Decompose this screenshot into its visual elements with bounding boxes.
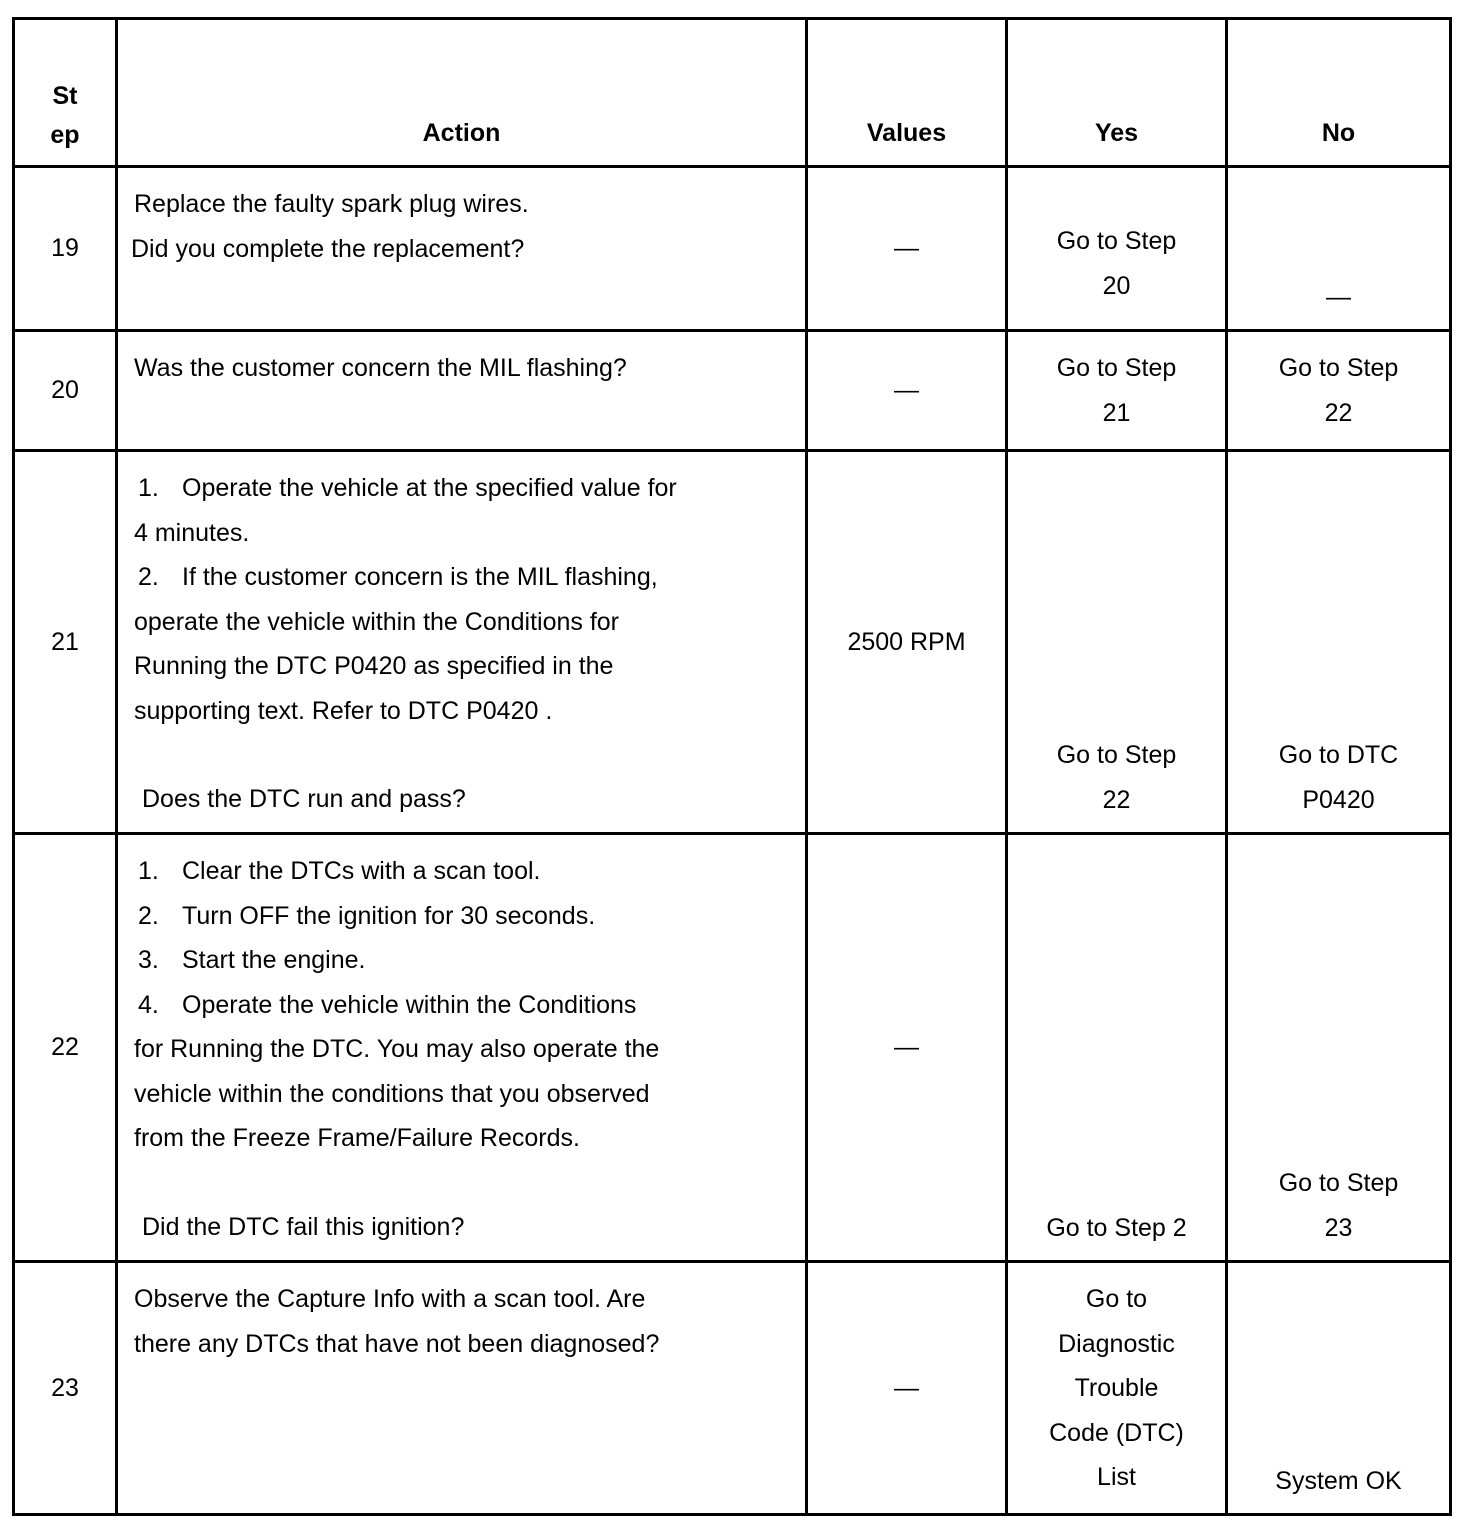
step-number: 19: [51, 234, 79, 263]
yes-text: Code (DTC): [1049, 1418, 1184, 1447]
no-cell: [1227, 834, 1451, 1262]
yes-text: Go to Step 2: [1046, 1213, 1187, 1242]
action-text: If the customer concern is the MIL flashing,: [182, 563, 658, 591]
step-cell: [14, 1262, 117, 1515]
action-text: Running the DTC P0420 as specified in the: [134, 652, 614, 680]
action-text: Operate the vehicle at the specified value for: [182, 474, 677, 502]
no-text: Go to DTC: [1278, 741, 1399, 769]
no-text: System OK: [1275, 1466, 1402, 1495]
table-row: [14, 331, 1451, 451]
list-number: 1.: [138, 857, 159, 885]
table-row: [14, 167, 1451, 331]
no-cell: [1227, 331, 1451, 451]
no-text: Go to Step: [1278, 354, 1399, 382]
action-text: Was the customer concern the MIL flashing?: [134, 354, 627, 382]
spacer: [134, 733, 785, 777]
action-question: Does the DTC run and pass?: [142, 785, 466, 813]
step-cell: [14, 331, 117, 451]
action-text: Operate the vehicle within the Conditions: [182, 990, 637, 1019]
yes-cell: [1007, 167, 1227, 331]
values-header: [807, 19, 1007, 167]
action-text: Clear the DTCs with a scan tool.: [182, 857, 541, 885]
action-text: Did you complete the replacement?: [131, 234, 525, 263]
yes-header: [1007, 19, 1227, 167]
yes-text: Trouble: [1074, 1374, 1159, 1402]
no-header: [1227, 19, 1451, 167]
values-cell: [807, 834, 1007, 1262]
action-header-label: Action: [422, 118, 501, 147]
yes-text: List: [1097, 1463, 1136, 1491]
no-cell: [1227, 1262, 1451, 1515]
action-text: operate the vehicle within the Conditions for: [134, 607, 620, 636]
step-number: 21: [51, 627, 79, 656]
step-number: 23: [51, 1373, 79, 1402]
action-text: Turn OFF the ignition for 30 seconds.: [182, 901, 596, 930]
action-cell: [117, 1262, 807, 1515]
action-text: vehicle within the conditions that you observed: [134, 1079, 650, 1108]
action-text: there any DTCs that have not been diagnosed?: [134, 1329, 660, 1358]
action-cell: [117, 331, 807, 451]
list-item: [134, 938, 785, 983]
step-header: [14, 19, 117, 167]
action-text: Replace the faulty spark plug wires.: [134, 190, 529, 218]
action-text: 4 minutes.: [134, 518, 250, 547]
list-item: [134, 894, 785, 939]
step-header-line: ep: [50, 121, 80, 149]
action-header: [117, 19, 807, 167]
value-text: —: [894, 1033, 919, 1062]
yes-text: 21: [1102, 398, 1131, 427]
value-text: —: [894, 376, 919, 405]
list-number: 2.: [138, 563, 159, 591]
value-text: —: [894, 234, 919, 263]
values-cell: [807, 451, 1007, 834]
no-cell: [1227, 451, 1451, 834]
list-item: [134, 555, 785, 600]
list-number: 3.: [138, 946, 159, 974]
action-text: Start the engine.: [182, 946, 366, 974]
no-text: —: [1326, 282, 1351, 311]
no-text: 22: [1324, 398, 1353, 427]
action-cell: [117, 834, 807, 1262]
values-header-label: Values: [866, 118, 947, 147]
values-cell: [807, 1262, 1007, 1515]
list-item: [134, 849, 785, 894]
yes-text: 20: [1102, 271, 1131, 300]
yes-header-label: Yes: [1094, 118, 1139, 147]
yes-cell: [1007, 331, 1227, 451]
list-item: [134, 983, 785, 1028]
action-text: from the Freeze Frame/Failure Records.: [134, 1124, 580, 1152]
spacer: [134, 1161, 785, 1205]
header-row: [14, 19, 1451, 167]
step-cell: [14, 167, 117, 331]
step-header-line: St: [52, 82, 78, 110]
no-text: 23: [1324, 1213, 1353, 1242]
list-number: 4.: [138, 990, 159, 1019]
yes-text: 22: [1102, 785, 1131, 814]
no-text: Go to Step: [1278, 1169, 1399, 1197]
values-cell: [807, 167, 1007, 331]
list-number: 2.: [138, 901, 159, 930]
yes-cell: [1007, 834, 1227, 1262]
step-number: 20: [51, 376, 79, 405]
diagnostic-table: [12, 17, 1452, 1516]
yes-text: Go to: [1085, 1285, 1148, 1313]
no-cell: [1227, 167, 1451, 331]
table-row: [14, 1262, 1451, 1515]
action-text: Observe the Capture Info with a scan tool. Are: [134, 1285, 646, 1313]
action-text: supporting text. Refer to DTC P0420 .: [134, 696, 553, 725]
step-number: 22: [51, 1033, 79, 1062]
table-row: [14, 451, 1451, 834]
yes-cell: [1007, 1262, 1227, 1515]
list-item: [134, 466, 785, 511]
yes-cell: [1007, 451, 1227, 834]
yes-text: Go to Step: [1056, 354, 1177, 382]
action-cell: [117, 451, 807, 834]
action-text: for Running the DTC. You may also operate the: [134, 1035, 660, 1063]
yes-text: Go to Step: [1056, 741, 1177, 769]
table-row: [14, 834, 1451, 1262]
no-text: P0420: [1302, 785, 1375, 814]
yes-text: Diagnostic: [1058, 1329, 1175, 1358]
list-number: 1.: [138, 474, 159, 502]
value-text: —: [894, 1373, 919, 1402]
step-cell: [14, 451, 117, 834]
yes-text: Go to Step: [1056, 227, 1177, 255]
step-cell: [14, 834, 117, 1262]
value-text: 2500 RPM: [847, 627, 966, 656]
action-cell: [117, 167, 807, 331]
no-header-label: No: [1321, 118, 1356, 147]
action-question: Did the DTC fail this ignition?: [142, 1212, 465, 1241]
values-cell: [807, 331, 1007, 451]
